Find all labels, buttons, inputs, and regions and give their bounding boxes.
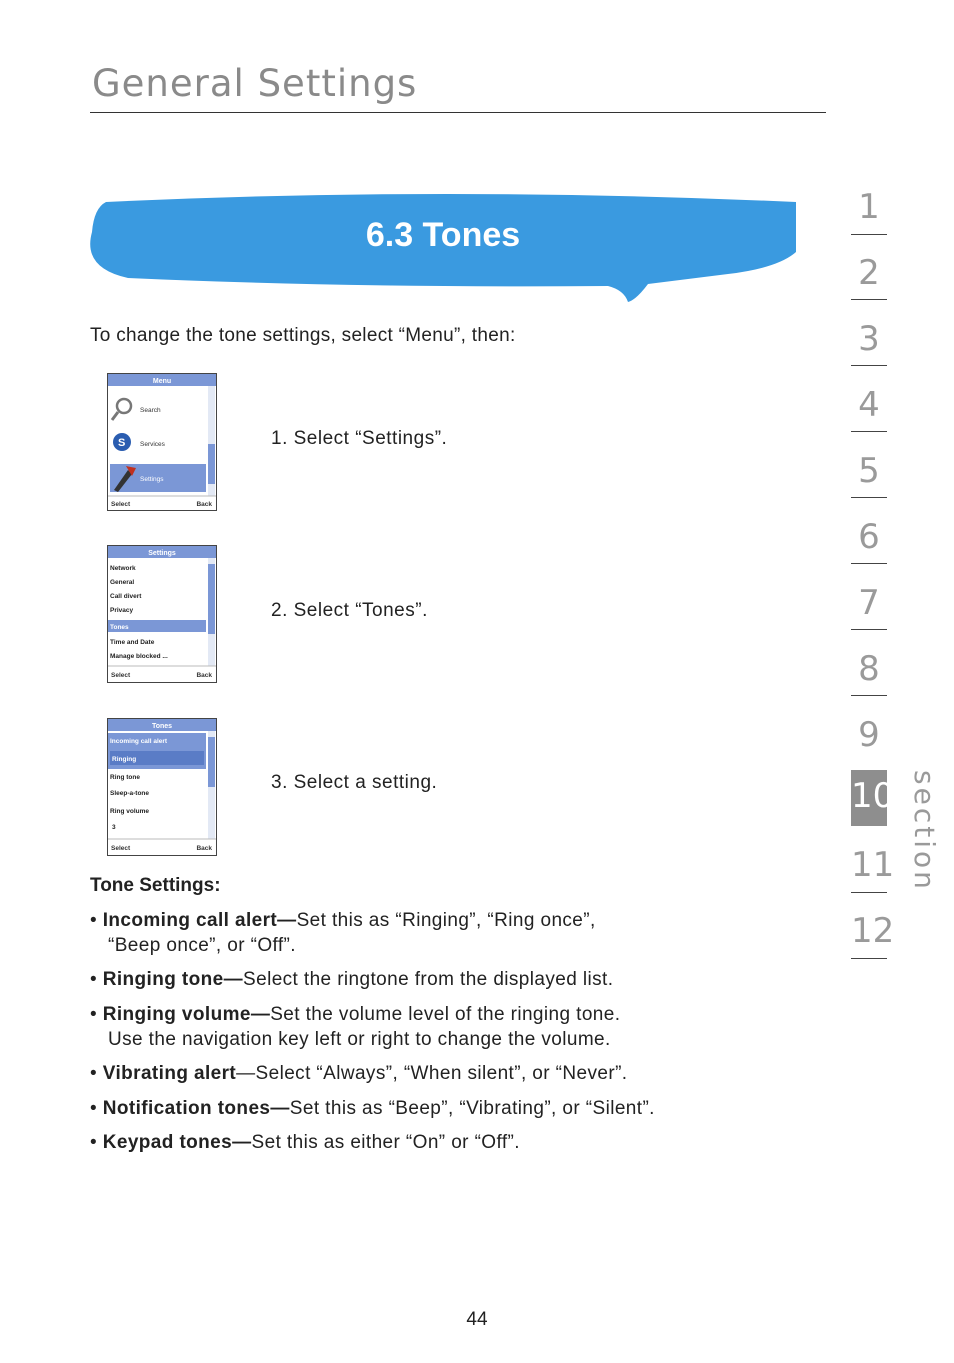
screen-title: Menu (152, 378, 172, 385)
section-7-link[interactable]: 7 (858, 583, 880, 623)
list-item: Ring tone (110, 774, 140, 781)
list-item: Time and Date (110, 639, 155, 646)
menu-item: Settings (140, 476, 164, 483)
soft-key-left: Select (111, 501, 131, 508)
section-6-link[interactable]: 6 (858, 517, 880, 557)
section-divider (851, 299, 887, 300)
section-11-link[interactable]: 11 (851, 845, 895, 885)
phone-screen-settings (107, 545, 217, 683)
step-1-text: 1. Select “Settings”. (271, 428, 448, 449)
list-item: Call divert (110, 593, 142, 600)
section-1-link[interactable]: 1 (858, 187, 880, 227)
bullet-cont: Use the navigation key left or right to change the volume. (108, 1029, 611, 1050)
bullet-incoming-call-alert: • Incoming call alert—Set this as “Ringing”, “Ring once”, “Beep once”, or “Off”. (90, 908, 790, 958)
bullet-term: Notification tones— (102, 1098, 290, 1119)
section-5-link[interactable]: 5 (858, 451, 880, 491)
bullet-desc: Set this as “Ringing”, “Ring once”, (296, 910, 596, 931)
section-divider (851, 234, 887, 235)
section-label (893, 768, 941, 898)
bullet-keypad-tones: • Keypad tones—Set this as either “On” or “Off”. (90, 1132, 520, 1153)
list-item: Manage blocked ... (110, 653, 168, 660)
bullet-notification-tones: • Notification tones—Set this as “Beep”, “Vibrating”, or “Silent”. (90, 1098, 655, 1119)
list-item: 3 (112, 824, 116, 831)
section-4-link[interactable]: 4 (858, 385, 880, 425)
bullet-term: Vibrating alert (102, 1063, 237, 1084)
soft-key-left: Select (111, 845, 131, 852)
section-divider (851, 695, 887, 696)
bullet-ringing-tone: • Ringing tone—Select the ringtone from the displayed list. (90, 969, 614, 990)
section-10-link[interactable]: 10 (851, 776, 895, 816)
bullet-desc: —Select “Always”, “When silent”, or “Never”. (236, 1063, 628, 1084)
page-number: 44 (466, 1309, 488, 1330)
step-3-text: 3. Select a setting. (271, 772, 438, 793)
page-title: General Settings (92, 62, 418, 105)
list-item: Sleep-a-tone (110, 790, 150, 797)
section-divider (851, 497, 887, 498)
step-2-text: 2. Select “Tones”. (271, 600, 428, 621)
bullet-desc: Set the volume level of the ringing tone. (270, 1004, 621, 1025)
section-divider (851, 431, 887, 432)
screen-title: Tones (151, 723, 173, 730)
section-2-link[interactable]: 2 (858, 253, 880, 293)
list-item: Tones (110, 624, 129, 631)
section-heading: 6.3 Tones (365, 216, 521, 254)
title-divider (90, 112, 826, 113)
bullet-term: Ringing tone— (102, 969, 244, 990)
menu-item: Search (140, 407, 161, 414)
section-3-link[interactable]: 3 (858, 319, 880, 359)
bullet-term: Ringing volume— (102, 1004, 271, 1025)
section-label-text: section (908, 770, 941, 892)
soft-key-right: Back (196, 501, 212, 508)
section-divider (851, 629, 887, 630)
menu-item: Services (140, 441, 165, 448)
section-divider (851, 563, 887, 564)
search-icon (117, 399, 131, 413)
list-item: Ring volume (110, 808, 150, 815)
phone-screen-tones (107, 718, 217, 856)
bullet-cont: “Beep once”, or “Off”. (108, 935, 296, 956)
list-item: Privacy (110, 607, 134, 614)
bullet-term: Keypad tones— (102, 1132, 252, 1153)
section-9-link[interactable]: 9 (858, 715, 880, 755)
bullet-ringing-volume: • Ringing volume—Set the volume level of the ringing tone. Use the navigation key left or right to change the volume. (90, 1002, 790, 1052)
soft-key-right: Back (196, 672, 212, 679)
tone-settings-heading: Tone Settings: (90, 875, 221, 896)
soft-key-left: Select (111, 672, 131, 679)
phone-screen-menu (107, 373, 217, 511)
section-8-link[interactable]: 8 (858, 649, 880, 689)
bullet-desc: Set this as either “On” or “Off”. (251, 1132, 520, 1153)
bullet-desc: Set this as “Beep”, “Vibrating”, or “Silent”. (289, 1098, 655, 1119)
section-divider (851, 365, 887, 366)
section-divider (851, 958, 887, 959)
bullet-term: Incoming call alert— (102, 910, 297, 931)
screen-title: Settings (148, 550, 176, 557)
intro-text: To change the tone settings, select “Menu”, then: (90, 325, 516, 346)
bullet-vibrating-alert: • Vibrating alert—Select “Always”, “When silent”, or “Never”. (90, 1063, 628, 1084)
svg-text:S: S (118, 437, 126, 449)
list-item: General (110, 579, 135, 586)
list-item: Incoming call alert (110, 738, 168, 745)
list-item: Ringing (112, 756, 137, 763)
bullet-desc: Select the ringtone from the displayed list. (243, 969, 614, 990)
section-divider (851, 892, 887, 893)
list-item: Network (110, 565, 136, 572)
soft-key-right: Back (196, 845, 212, 852)
section-12-link[interactable]: 12 (851, 911, 895, 951)
